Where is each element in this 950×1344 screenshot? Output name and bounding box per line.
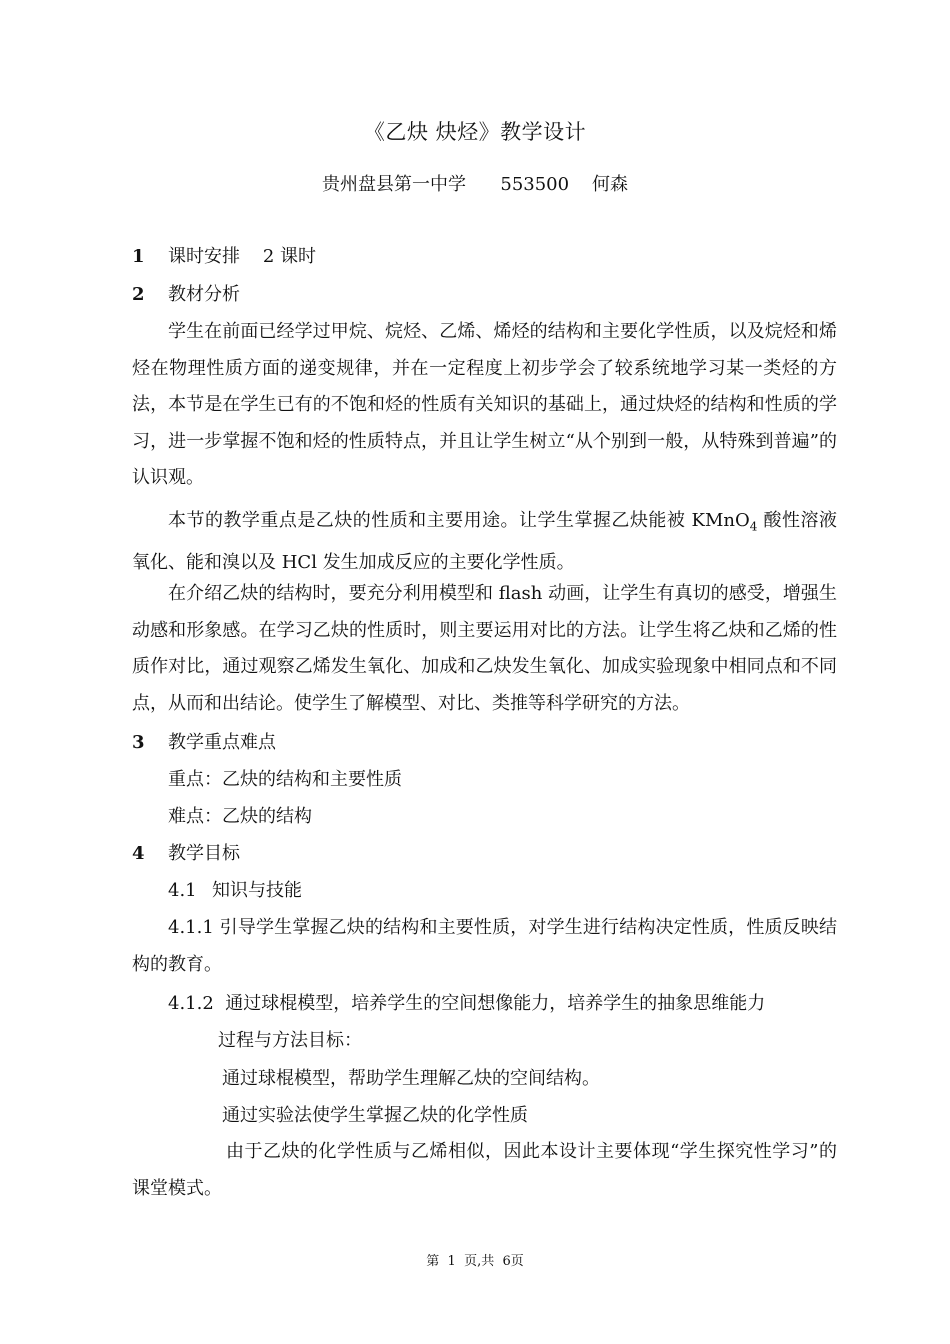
process-item-2: 通过实验法使学生掌握乙炔的化学性质 xyxy=(222,1105,528,1126)
section-2-heading xyxy=(132,284,240,306)
key-point-line: 重点：乙炔的结构和主要性质 xyxy=(168,769,402,790)
paragraph-teaching-focus xyxy=(132,503,837,582)
process-item-1: 通过球棍模型，帮助学生理解乙炔的空间结构。 xyxy=(222,1068,600,1089)
paragraph-teaching-method: 在介绍乙炔的结构时，要充分利用模型和 flash 动画，让学生有真切的感受，增强生动感和形象感。在学习乙炔的性质时，则主要运用对比的方法。让学生将乙炔和乙烯的性质作对比，通过观察乙烯发生氧化、加成和乙炔发生氧化、加成实验现象中相同点和不同点，从而和出结论。使学生了解模型、对比、类推等科学研究的方法。 xyxy=(132,583,837,714)
section-text: 课时安排 2 课时 xyxy=(168,246,317,267)
section-text: 教学目标 xyxy=(168,843,240,864)
paragraph-4-1-2: 4.1.2 通过球棍模型，培养学生的空间想像能力，培养学生的抽象思维能力 xyxy=(168,993,766,1014)
section-number: 2 xyxy=(132,284,145,305)
paragraph-text: 酸性溶液氧化、能和溴以及 HCl 发生加成反应的主要化学性质。 xyxy=(132,510,837,574)
section-text: 教学重点难点 xyxy=(168,732,276,753)
section-text: 教材分析 xyxy=(168,284,240,305)
difficulty-line: 难点：乙炔的结构 xyxy=(168,806,312,827)
section-number: 4.1 xyxy=(168,880,197,901)
section-number: 3 xyxy=(132,732,145,753)
section-number: 4 xyxy=(132,843,145,864)
section-number: 1 xyxy=(132,246,145,267)
closing-paragraph: 由于乙炔的化学性质与乙烯相似，因此本设计主要体现“学生探究性学习”的课堂模式。 xyxy=(132,1141,837,1199)
subscript: 4 xyxy=(749,519,758,534)
section-text: 知识与技能 xyxy=(212,880,302,901)
paragraph-material-analysis: 学生在前面已经学过甲烷、烷烃、乙烯、烯烃的结构和主要化学性质，以及烷烃和烯烃在物理性质方面的递变规律，并在一定程度上初步学会了较系统地学习某一类烃的方法，本节是在学生已有的不饱和烃的性质有关知识的基础上，通过炔烃的结构和性质的学习，进一步掌握不饱和烃的性质特点，并且让学生树立“从个别到一般，从特殊到普遍”的认识观。 xyxy=(132,321,837,488)
section-4-1-heading xyxy=(168,880,302,902)
document-title: 《乙炔 炔烃》教学设计 xyxy=(363,120,587,144)
paragraph-4-1-1: 4.1.1 引导学生掌握乙炔的结构和主要性质，对学生进行结构决定性质，性质反映结构的教育。 xyxy=(132,917,837,975)
paragraph-text: 本节的教学重点是乙炔的性质和主要用途。让学生掌握乙炔能被 KMnO xyxy=(168,510,750,531)
section-4-heading xyxy=(132,843,240,865)
process-method-heading: 过程与方法目标： xyxy=(218,1030,362,1051)
section-3-heading xyxy=(132,732,276,754)
page-footer: 第 1 页,共 6页 xyxy=(426,1254,524,1269)
author-line: 贵州盘县第一中学 553500 何森 xyxy=(322,174,628,195)
section-1-heading xyxy=(132,246,316,268)
